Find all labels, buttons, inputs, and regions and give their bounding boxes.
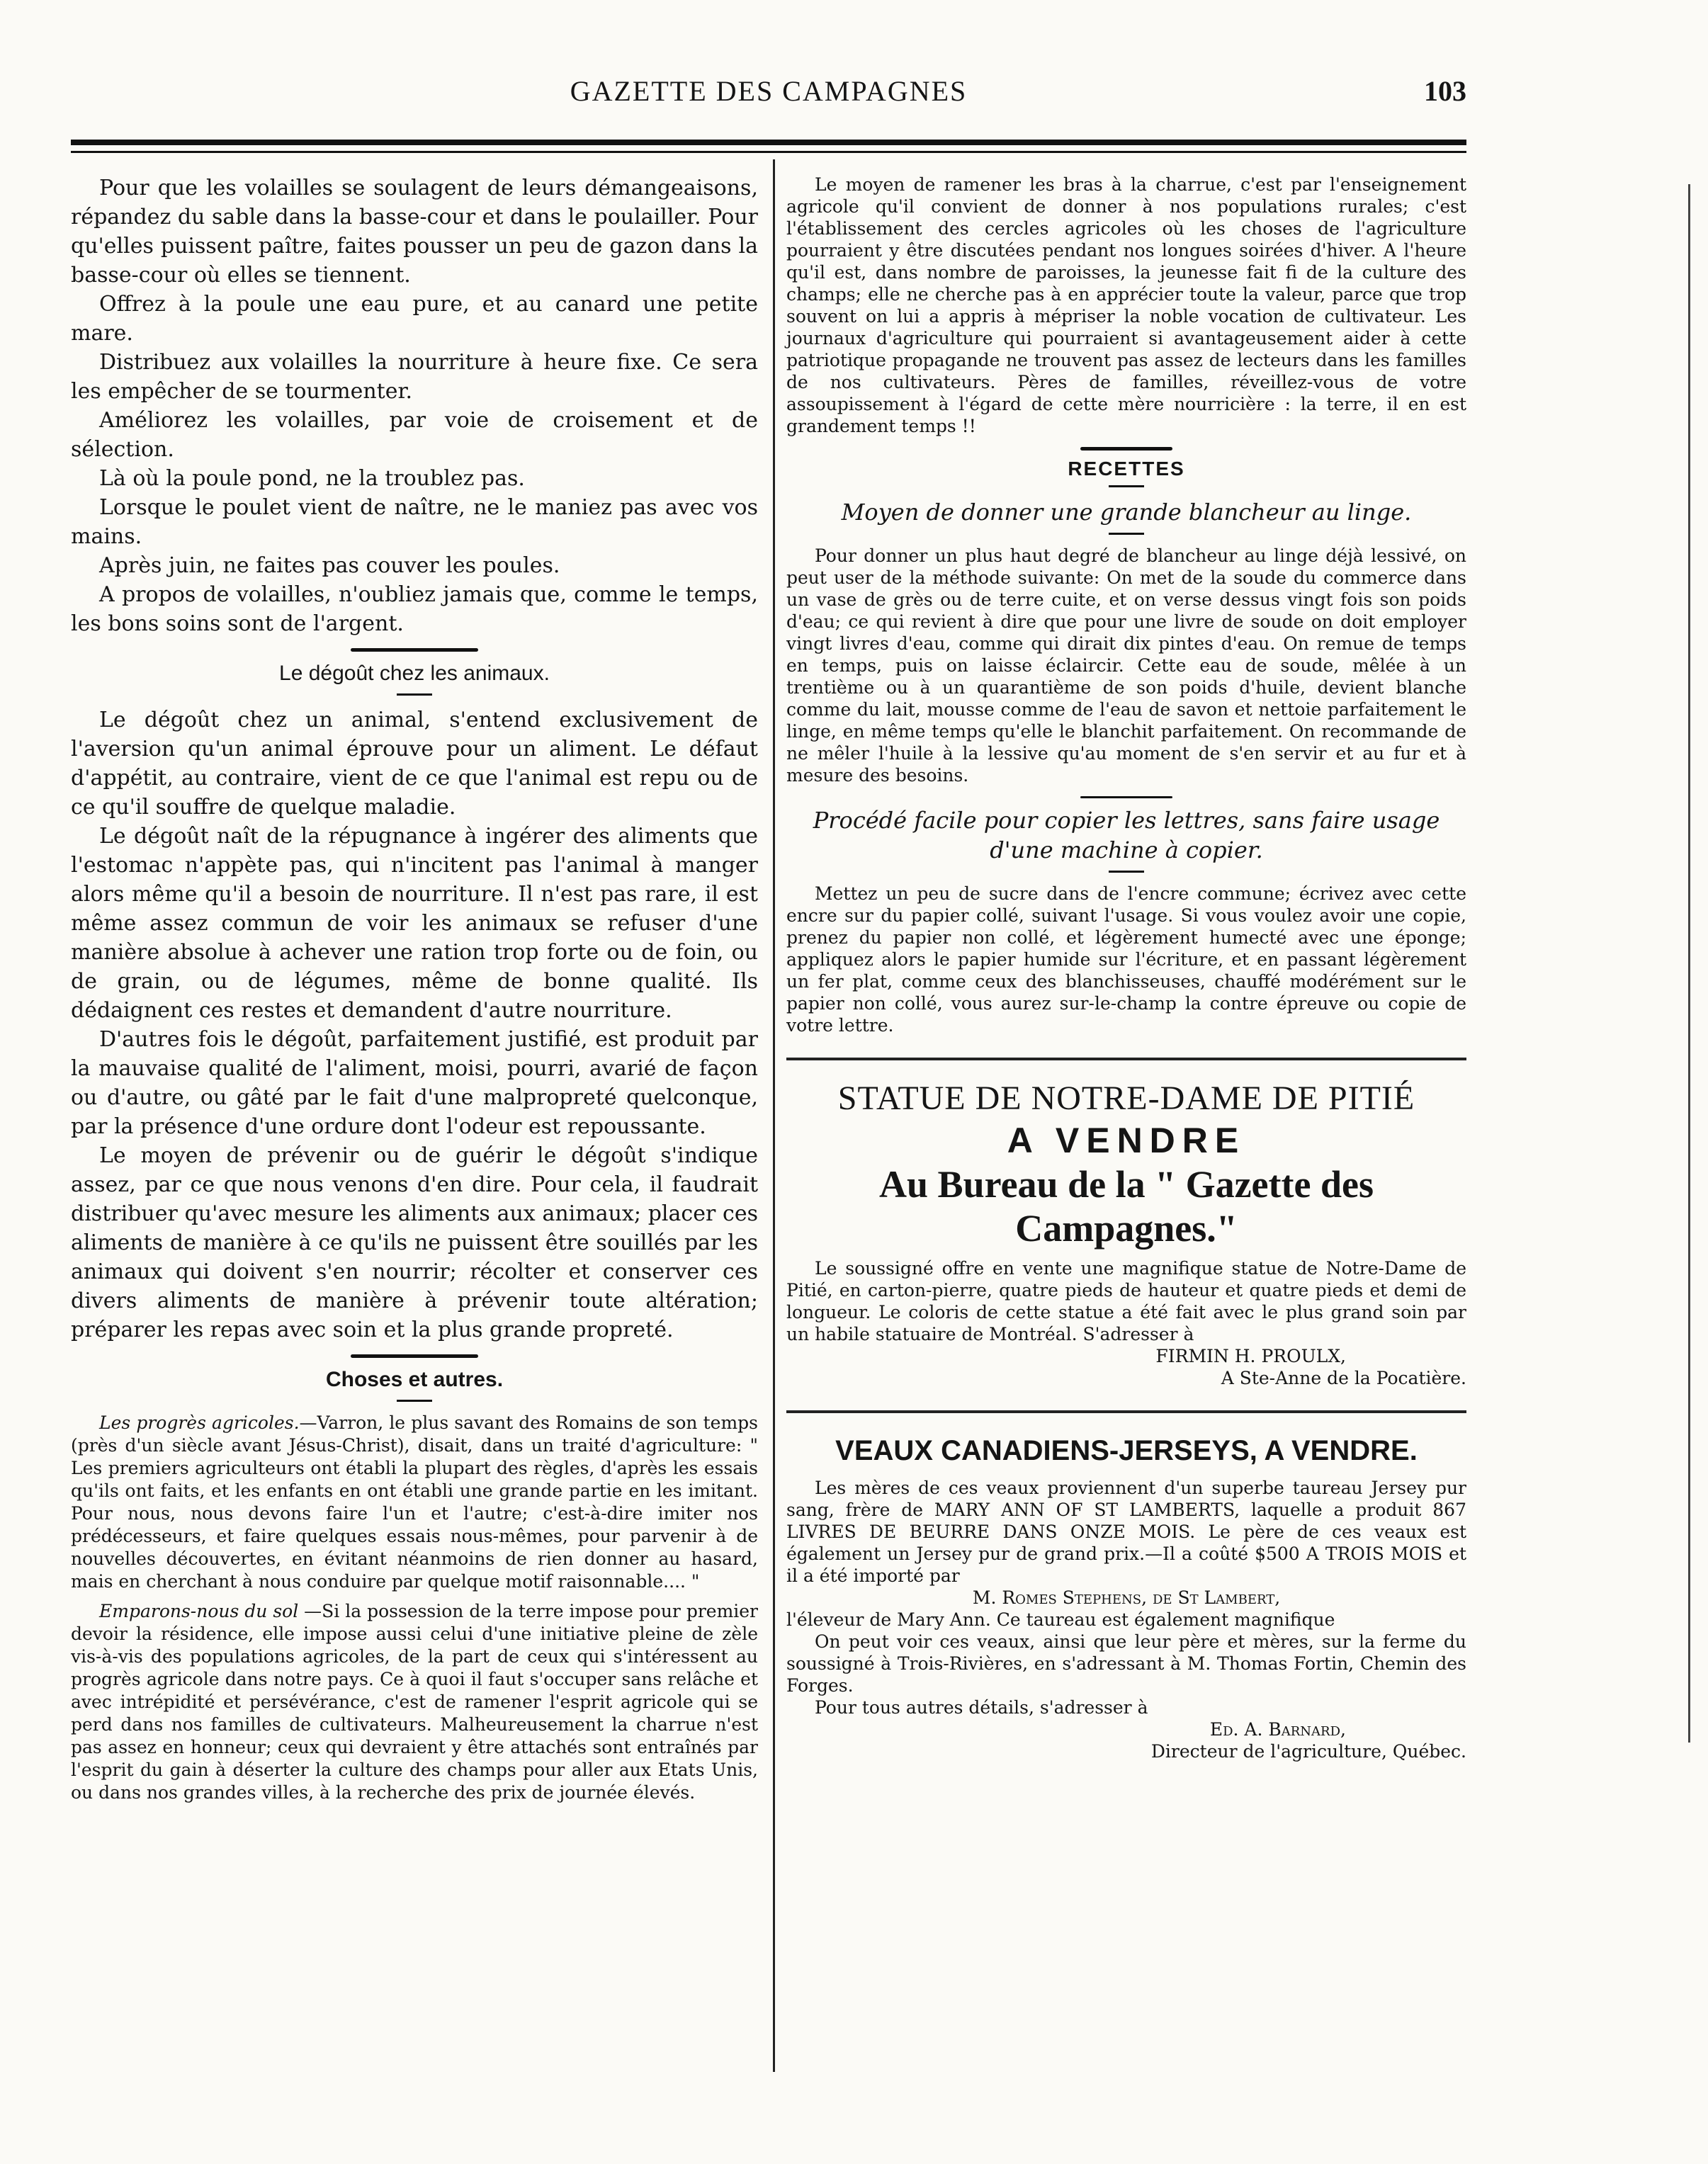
left-column [71, 174, 758, 1804]
ad-veaux-title: VEAUX CANADIENS-JERSEYS, A VENDRE. [835, 1435, 1418, 1466]
paragraph: Lorsque le poulet vient de naître, ne le maniez pas avec vos mains. [71, 495, 758, 549]
ad-statue-title: STATUE DE NOTRE-DAME DE PITIÉ [837, 1080, 1415, 1117]
heading-underline [397, 693, 432, 696]
ad-a-vendre: A VENDRE [1007, 1121, 1246, 1160]
paragraph-continuation: Le moyen de ramener les bras à la charrue, c'est par l'enseignement agricole qu'il convient de donner à nos populations rurales; c'est l'établissement des cercles agricoles où les choses de l'agriculture pourraient y être discutées pendant nos longues soirées d'hiver. A l'heure qu'il est, dans nombre de paroisses, la jeunesse fait fi de la culture des champs; elle ne cherche pas à en apprécier toute la valeur, parce que trop souvent on lui a appris à mépriser la noble vocation de cultivateur. Les journaux d'agriculture qui pourraient si avantageusement aider à cette patriotique propagande ne trouvent pas assez de lecteurs dans les familles de nos cultivateurs. Pères de familles, réveillez-vous de votre assoupissement à l'égard de cette mère nourricière : la terre, il en est grandement temps !! [786, 174, 1466, 436]
paragraph-emparons [71, 1600, 758, 1804]
paragraph-veaux-voir: On peut voir ces veaux, ainsi que leur père et mères, sur la ferme du soussigné à Trois-Rivières, en s'adressant à M. Thomas Fortin, Chemin des Forges. [786, 1631, 1466, 1696]
veaux-details: Pour tous autres détails, s'adresser à [815, 1697, 1148, 1718]
page-number: 103 [1424, 75, 1466, 107]
signature-place: A Ste-Anne de la Pocatière. [1221, 1368, 1466, 1388]
recipe-title-copier-line2: d'une machine à copier. [990, 837, 1263, 863]
signature-barnard: Ed. A. Barnard, [1209, 1719, 1346, 1740]
paragraph: Pour que les volailles se soulagent de leurs démangeaisons, répandez du sable dans la basse-cour et dans le poulailler. Pour qu'elles puissent paître, faites pousser un peu de gazon dans la basse-cour où elles se tiennent. [71, 176, 758, 288]
section-separator [351, 1354, 478, 1358]
paragraph: Après juin, ne faites pas couver les poules. [99, 553, 560, 578]
heading-underline [1109, 533, 1144, 535]
section-heading-choses: Choses et autres. [325, 1368, 504, 1391]
recipe-title-blancheur: Moyen de donner une grande blancheur au linge. [841, 499, 1412, 526]
ad-separator [786, 1410, 1466, 1413]
signature-title: Directeur de l'agriculture, Québec. [1150, 1741, 1466, 1762]
recipe-title-copier: Procédé facile pour copier les lettres, sans faire usage [813, 807, 1440, 834]
section-separator [1080, 447, 1172, 451]
emparons-label: Emparons-nous du sol [99, 1601, 299, 1621]
paragraph: Le dégoût chez un animal, s'entend exclusivement de l'aversion qu'un animal éprouve pour un aliment. Le défaut d'appétit, au contraire, vient de ce que l'animal est repu ou de ce qu'il souffre de quelque maladie. [71, 708, 758, 820]
header-rule-thin [71, 151, 1466, 153]
ad-separator [786, 1058, 1466, 1060]
section-separator [351, 648, 478, 652]
heading-underline [1109, 485, 1144, 487]
section-heading-recettes: RECETTES [1068, 458, 1185, 480]
heading-underline [1109, 871, 1144, 873]
emparons-text: —Si la possession de la terre impose pour premier devoir la résidence, elle impose aussi celui d'une initiative pleine de zèle vis-à-vis des populations agricoles, de la part de ceux qui s'intéressent au progrès agricole dans notre pays. Ce à quoi il faut s'occuper sans relâche et avec intrépidité et persévérance, c'est de ramener l'esprit agricole qui se perd dans nos familles de cultivateurs. Malheureusement la charrue n'est pas assez en honneur; ceux qui devraient y être attachés sont entraînés par l'esprit du gain à déserter la culture des champs pour aller aux Etats Unis, ou dans nos grandes villes, à la recherche des prix de journée élevés. [71, 1601, 759, 1803]
paragraph: Offrez à la poule une eau pure, et au canard une petite mare. [71, 292, 758, 346]
signature-name: FIRMIN H. PROULX, [1155, 1346, 1346, 1366]
paragraph-statue: Le soussigné offre en vente une magnifique statue de Notre-Dame de Pitié, en carton-pierre, quatre pieds de hauteur et quatre pieds et demi de longueur. Le coloris de cette statue a été fait avec le plus grand soin par un habile statuaire de Montréal. S'adresser à [786, 1258, 1466, 1344]
paragraph: Le moyen de prévenir ou de guérir le dégoût s'indique assez, par ce que nous venons d'en dire. Pour cela, il faudrait distribuer qu'avec mesure les aliments aux animaux; placer ces aliments de manière à ce qu'ils ne puissent être souillés par les animaux qui doivent s'en nourrir; récolter et conserver ces divers aliments de manière à prévenir toute altération; préparer les repas avec soin et la plus grande propreté. [71, 1143, 758, 1342]
progres-label: Les progrès agricoles. [99, 1412, 300, 1433]
progres-text: —Varron, le plus savant des Romains de son temps (près d'un siècle avant Jésus-Christ), disait, dans un traité d'agriculture: " Les premiers agriculteurs ont établi la plupart des règles, d'après les essais qu'ils ont faits, et les enfants en ont établi une grande partie en les imitant. Pour nous, nous devons faire l'un et l'autre; c'est-à-dire imiter nos prédécesseurs, et faire quelques essais nous-mêmes, pour parvenir à de nouvelles découvertes, en évitant néanmoins de rien donner au hasard, mais en cherchant à nous conduire par quelque motif raisonnable.... " [71, 1412, 758, 1592]
paragraph: Améliorez les volailles, par voie de croisement et de sélection. [71, 408, 758, 462]
heading-underline [397, 1400, 432, 1402]
paragraph: A propos de volailles, n'oubliez jamais que, comme le temps, les bons soins sont de l'argent. [71, 582, 758, 636]
paragraph-veaux: Les mères de ces veaux proviennent d'un superbe taureau Jersey pur sang, frère de MARY ANN OF ST LAMBERTS, laquelle a produit 867 LIVRES DE BEURRE DANS ONZE MOIS. Le père de ces veaux est également un Jersey pur de grand prix.—Il a coûté $500 A TROIS MOIS et il a été importé par [786, 1478, 1466, 1586]
veaux-eleveur: l'éleveur de Mary Ann. Ce taureau est également magnifique [786, 1609, 1335, 1630]
paragraph-copier: Mettez un peu de sucre dans de l'encre commune; écrivez avec cette encre sur du papier collé, suivant l'usage. Si vous voulez avoir une copie, prenez du papier non collé, et légèrement humecté avec une éponge; appliquez alors le papier humide sur l'écriture, et en passant légèrement un fer plat, comme ceux des blanchisseuses, chauffé modérément sur le papier non collé, vous aurez sur-le-champ la contre épreuve ou copie de votre lettre. [786, 883, 1466, 1036]
paragraph-progres [71, 1412, 758, 1593]
column-divider [773, 159, 775, 2072]
right-column [786, 174, 1466, 1762]
paragraph-blancheur: Pour donner un plus haut degré de blancheur au linge déjà lessivé, on peut user de la méthode suivante: On met de la soude du commerce dans un vase de grès ou de terre cuite, et on verse dessus vingt fois son poids d'eau; ce qui revient à dire que pour une livre de soude on doit employer vingt livres d'eau, comme qui dirait dix pintes d'eau. On remue de temps en temps, puis on laisse éclaircir. Cette eau de soude, mêlée à un trentième ou à un quarantième de son poids d'huile, devient blanche comme du lait, mousse comme de l'eau de savon et nettoie parfaitement le linge, en même temps qu'elle le blanchit parfaitement. On recommande de ne mêler l'huile à la lessive qu'au moment de s'en servir et au fur et à mesure des besoins. [786, 545, 1466, 786]
paragraph: Le dégoût naît de la répugnance à ingérer des aliments que l'estomac n'appète pas, qui n'incitent pas l'animal à manger alors même qu'il a besoin de nourriture. Il n'est pas rare, il est même assez commun de voir les animaux se refuser d'une manière absolue à achever une ration trop forte ou de foin, ou de grain, ou de légumes, même de bonne qualité. Ils dédaignent ces restes et demandent d'autre nourriture. [71, 824, 758, 1023]
section-separator [1080, 796, 1172, 798]
choses-section [71, 1412, 758, 1804]
paragraph: D'autres fois le dégoût, parfaitement justifié, est produit par la mauvaise qualité de l'aliment, moisi, pourri, avarié de façon ou d'autre, ou gâté par le fait d'une malpropreté quelconque, par la présence d'une ordure dont l'odeur est repoussante. [71, 1027, 758, 1139]
section-heading-degout: Le dégoût chez les animaux. [279, 662, 550, 685]
header-rule [71, 140, 1466, 145]
newspaper-title: GAZETTE DES CAMPAGNES [570, 75, 968, 107]
page-edge-rule [1688, 184, 1690, 1743]
page-header [71, 74, 1466, 117]
veaux-importer: M. Romes Stephens, de St Lambert, [972, 1587, 1281, 1608]
paragraph: Distribuez aux volailles la nourriture à heure fixe. Ce sera les empêcher de se tourmenter. [71, 350, 758, 404]
paragraph: Là où la poule pond, ne la troublez pas. [99, 466, 525, 491]
ad-bureau: Au Bureau de la " Gazette des Campagnes." [879, 1163, 1374, 1250]
